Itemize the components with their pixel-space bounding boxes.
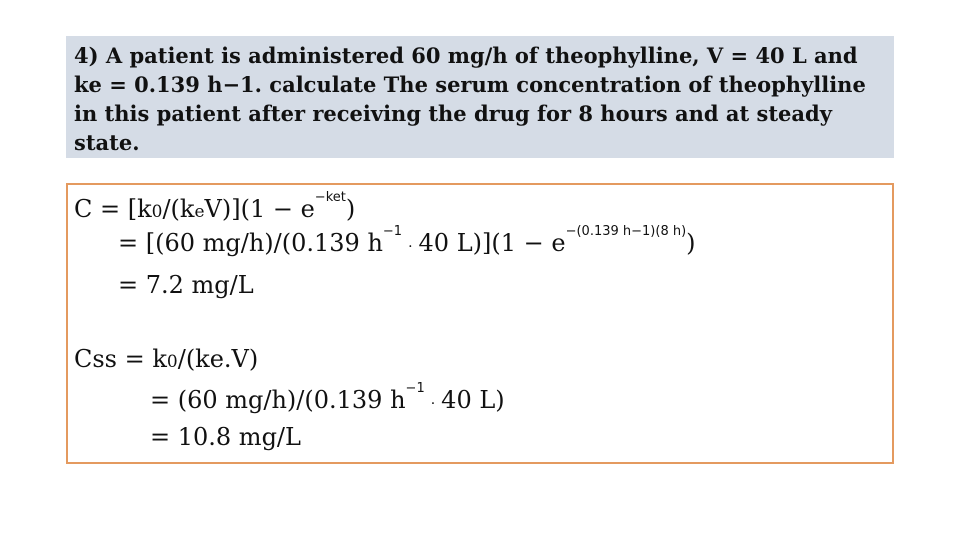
eq-exponent: −ket [314, 190, 346, 205]
eq-text: 40 L)](1 − e [418, 229, 566, 257]
equation-css-general [74, 345, 258, 376]
eq-text: Css = k [74, 345, 167, 373]
eq-text: ) [345, 195, 356, 223]
equation-c-general [74, 190, 356, 226]
eq-exponent: −(0.139 h−1)(8 h) [565, 224, 687, 239]
eq-text: 40 L) [441, 386, 505, 414]
eq-subscript: 0 [166, 352, 178, 372]
equation-c-result [118, 271, 254, 299]
eq-text: /(ke.V) [177, 345, 259, 373]
eq-subscript: 0 [151, 202, 163, 222]
equation-css-result [150, 423, 301, 451]
eq-text: V)](1 − e [204, 195, 315, 223]
eq-text: = 7.2 mg/L [118, 271, 254, 299]
eq-text: = 10.8 mg/L [150, 423, 301, 451]
eq-text: ) [686, 229, 696, 257]
equation-css-substituted [150, 381, 505, 418]
eq-dot: · [430, 396, 436, 412]
eq-text: C = [k [74, 195, 152, 223]
eq-exponent: −1 [405, 381, 425, 396]
eq-text: /(k [162, 195, 195, 223]
question-text: 4) A patient is administered 60 mg/h of theophylline, V = 40 L and ke = 0.139 h−1. calculate The serum concentration of theophylline in this patient after receiving the drug for 8 hours and at steady state. [74, 43, 866, 155]
question-box [66, 36, 894, 158]
answer-box [66, 183, 894, 464]
eq-subscript: e [194, 202, 205, 222]
eq-dot: · [408, 239, 413, 255]
eq-text: = [(60 mg/h)/(0.139 h [118, 229, 383, 257]
equation-c-substituted [118, 224, 696, 261]
eq-exponent: −1 [382, 224, 403, 239]
eq-text: = (60 mg/h)/(0.139 h [150, 386, 406, 414]
